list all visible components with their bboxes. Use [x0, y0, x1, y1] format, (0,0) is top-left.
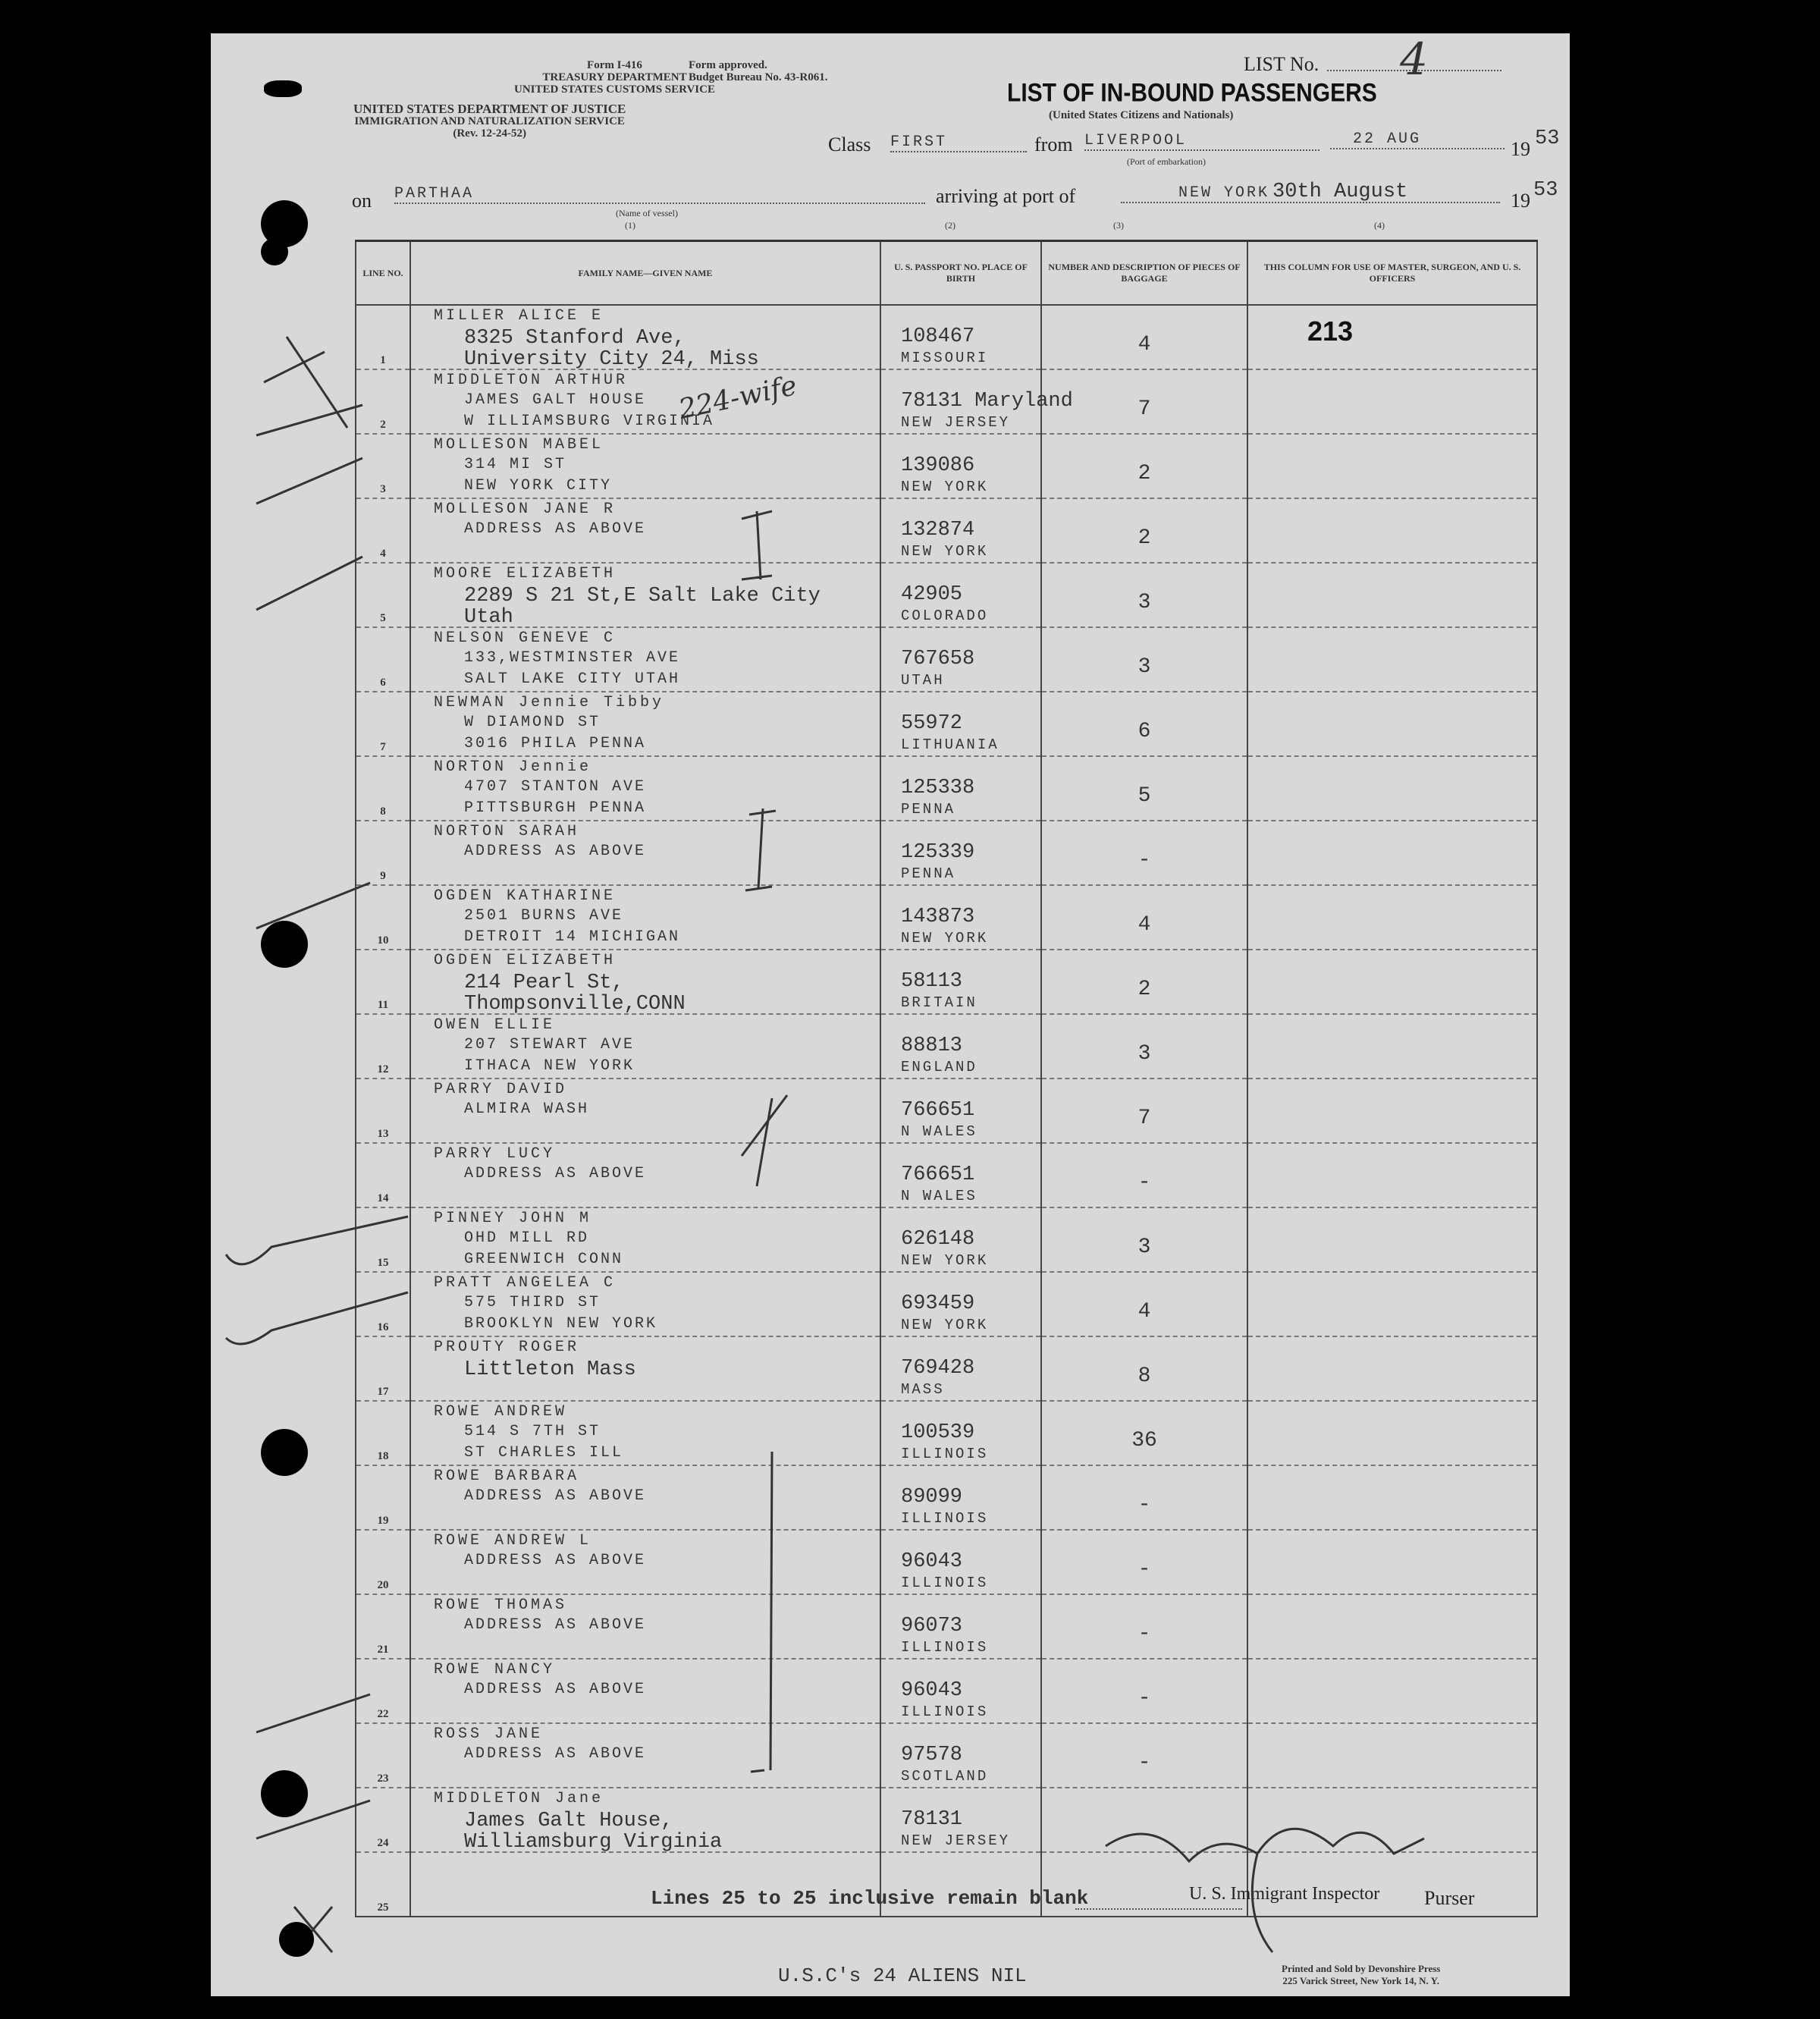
passport-number: 55972	[901, 712, 963, 735]
line-number: 11	[377, 999, 389, 1011]
place-of-birth: ENGLAND	[901, 1059, 977, 1075]
line-number: 7	[380, 741, 386, 753]
passport-number: 100539	[901, 1421, 975, 1444]
check-mark-16	[226, 1292, 408, 1344]
list-number-label: LIST No.	[1244, 53, 1320, 75]
passenger-name: MIDDLETON Jane	[434, 1790, 604, 1807]
inspector-label: U. S. Immigrant Inspector	[1189, 1884, 1380, 1904]
passenger-name: OGDEN KATHARINE	[434, 887, 617, 905]
baggage-count: 5	[1138, 784, 1151, 808]
baggage-count: 3	[1138, 1042, 1151, 1066]
address-line-1: ALMIRA WASH	[464, 1101, 590, 1118]
address-line-1: OHD MILL RD	[464, 1229, 590, 1247]
passport-number: 96073	[901, 1615, 963, 1637]
line-number: 2	[380, 419, 386, 431]
address-line-1: 575 THIRD ST	[464, 1294, 601, 1311]
baggage-count: -	[1138, 1558, 1151, 1581]
address-line-2: W ILLIAMSBURG VIRGINIA	[464, 413, 715, 430]
ins-name: IMMIGRATION AND NATURALIZATION SERVICE	[354, 115, 625, 127]
budget-bureau: Budget Bureau No. 43-R061.	[689, 71, 828, 83]
header-family-name: FAMILY NAME—GIVEN NAME	[410, 241, 880, 306]
passenger-name: MOLLESON MABEL	[434, 436, 604, 454]
handwritten-note: 224-wife	[676, 370, 800, 425]
place-of-birth: NEW JERSEY	[901, 414, 1011, 431]
address-line-1: ADDRESS AS ABOVE	[464, 1487, 647, 1505]
line-number: 23	[377, 1773, 389, 1785]
place-of-birth: BRITAIN	[901, 994, 977, 1011]
passport-number: 78131 Maryland	[901, 390, 1073, 413]
from-value: LIVERPOOL	[1084, 132, 1320, 151]
baggage-count: -	[1138, 1751, 1151, 1775]
place-of-birth: SCOTLAND	[901, 1768, 989, 1785]
place-of-birth: NEW JERSEY	[901, 1832, 1011, 1849]
place-of-birth: MISSOURI	[901, 350, 989, 366]
place-of-birth: ILLINOIS	[901, 1510, 989, 1527]
passenger-name: ROWE BARBARA	[434, 1468, 580, 1485]
check-mark-15	[226, 1217, 408, 1264]
check-marks	[226, 337, 1424, 1952]
passport-number: 766651	[901, 1099, 975, 1122]
vessel-name: PARTHAA	[394, 185, 925, 204]
address-line-1: James Galt House,	[464, 1810, 673, 1832]
baggage-count: -	[1138, 1493, 1151, 1517]
bracket-parry	[742, 1095, 787, 1186]
address-line-1: W DIAMOND ST	[464, 714, 601, 731]
place-of-birth: ILLINOIS	[901, 1703, 989, 1720]
passenger-name: ROWE NANCY	[434, 1661, 556, 1678]
passenger-name: MILLER ALICE E	[434, 307, 604, 325]
passenger-name: PARRY DAVID	[434, 1081, 568, 1098]
punch-hole	[261, 921, 308, 968]
check-mark-1	[264, 337, 347, 428]
address-line-2: Utah	[464, 606, 513, 629]
bracket-norton	[745, 809, 776, 890]
place-of-birth: N WALES	[901, 1123, 977, 1140]
baggage-count: -	[1138, 1622, 1151, 1646]
class-label: Class	[828, 133, 871, 155]
handwritten-marks	[211, 33, 1570, 1996]
passenger-name: NELSON GENEVE C	[434, 630, 617, 647]
place-of-birth: N WALES	[901, 1188, 977, 1204]
passport-number: 58113	[901, 970, 963, 993]
document-title: LIST OF IN-BOUND PASSENGERS	[1007, 78, 1377, 108]
place-of-birth: PENNA	[901, 801, 956, 818]
punch-hole	[261, 1770, 308, 1817]
line-number: 18	[377, 1450, 389, 1462]
departure-year-prefix: 19	[1511, 138, 1530, 160]
line-number: 15	[377, 1257, 389, 1269]
place-of-birth: COLORADO	[901, 608, 989, 624]
printer-line-1: Printed and Sold by Devonshire Press	[1282, 1963, 1441, 1974]
baggage-count: 8	[1138, 1364, 1151, 1388]
address-line-1: 2289 S 21 St,E Salt Lake City	[464, 585, 821, 608]
address-line-1: 214 Pearl St,	[464, 972, 624, 994]
passport-number: 766651	[901, 1163, 975, 1186]
passport-number: 125338	[901, 777, 975, 799]
punch-hole	[261, 238, 288, 265]
place-of-birth: UTAH	[901, 672, 945, 689]
baggage-count: 2	[1138, 526, 1151, 550]
customs-service: UNITED STATES CUSTOMS SERVICE	[514, 83, 715, 96]
column-4-caption: (4)	[1374, 220, 1385, 231]
baggage-count: 3	[1138, 591, 1151, 614]
address-line-1: ADDRESS AS ABOVE	[464, 1745, 647, 1763]
line-number: 16	[377, 1321, 389, 1333]
line-number: 19	[377, 1515, 389, 1527]
address-line-1: 8325 Stanford Ave,	[464, 327, 686, 350]
passenger-name: PRATT ANGELEA C	[434, 1274, 617, 1292]
line-number: 5	[380, 612, 386, 624]
address-line-2: NEW YORK CITY	[464, 477, 613, 495]
passenger-name: PARRY LUCY	[434, 1145, 556, 1163]
signature-scrawl	[1106, 1829, 1424, 1952]
arrival-date: 30th August	[1272, 181, 1408, 203]
baggage-count: -	[1138, 849, 1151, 872]
list-number-value: 4	[1400, 33, 1428, 85]
line-number: 21	[377, 1644, 389, 1656]
passport-number: 96043	[901, 1679, 963, 1702]
address-line-1: Littleton Mass	[464, 1358, 636, 1381]
passenger-name: NORTON SARAH	[434, 823, 580, 840]
baggage-count: 4	[1138, 913, 1151, 937]
baggage-count: 4	[1138, 333, 1151, 356]
check-mark-2	[256, 405, 362, 435]
line-number: 12	[377, 1063, 389, 1075]
passport-number: 108467	[901, 325, 975, 348]
passenger-name: NEWMAN Jennie Tibby	[434, 694, 665, 711]
place-of-birth: ILLINOIS	[901, 1446, 989, 1462]
punch-hole	[279, 1922, 314, 1957]
passenger-name: ROWE ANDREW	[434, 1403, 568, 1421]
place-of-birth: NEW YORK	[901, 543, 989, 560]
place-of-birth: NEW YORK	[901, 1252, 989, 1269]
address-line-2: University City 24, Miss	[464, 348, 759, 371]
form-number: Form I-416	[587, 59, 642, 71]
line-number: 8	[380, 805, 386, 818]
passenger-name: ROSS JANE	[434, 1725, 544, 1743]
bracket-rowe	[751, 1452, 772, 1772]
passenger-name: ROWE THOMAS	[434, 1597, 568, 1614]
baggage-count: 36	[1131, 1429, 1157, 1452]
header-line-no: LINE NO.	[356, 241, 410, 306]
passport-number: 143873	[901, 906, 975, 928]
column-2-caption: (2)	[945, 220, 956, 231]
printer-line-2: 225 Varick Street, New York 14, N. Y.	[1282, 1975, 1440, 1986]
address-line-2: ST CHARLES ILL	[464, 1444, 624, 1462]
place-of-birth: PENNA	[901, 865, 956, 882]
passport-number: 125339	[901, 841, 975, 864]
line-number: 4	[380, 548, 386, 560]
place-of-birth: MASS	[901, 1381, 945, 1398]
baggage-count: 7	[1138, 1107, 1151, 1130]
address-line-2: Thompsonville,CONN	[464, 993, 686, 1016]
departure-year: 53	[1535, 127, 1560, 150]
passport-number: 88813	[901, 1035, 963, 1057]
baggage-count: -	[1138, 1171, 1151, 1195]
document-subtitle: (United States Citizens and Nationals)	[1049, 109, 1234, 121]
address-line-1: ADDRESS AS ABOVE	[464, 520, 647, 538]
column-3-caption: (3)	[1113, 220, 1124, 231]
check-mark-3	[256, 458, 362, 504]
vessel-caption: (Name of vessel)	[616, 208, 678, 218]
baggage-count: 4	[1138, 1300, 1151, 1323]
passport-number: 89099	[901, 1486, 963, 1509]
passport-number: 42905	[901, 583, 963, 606]
passenger-name: NORTON Jennie	[434, 758, 592, 776]
address-line-1: 133,WESTMINSTER AVE	[464, 649, 681, 667]
passenger-name: PINNEY JOHN M	[434, 1210, 592, 1227]
baggage-count: 2	[1138, 978, 1151, 1001]
treasury-department: TREASURY DEPARTMENT	[542, 71, 687, 83]
on-label: on	[352, 190, 372, 212]
purser-label: Purser	[1424, 1887, 1475, 1909]
address-line-2: 3016 PHILA PENNA	[464, 735, 647, 752]
baggage-count: 6	[1138, 720, 1151, 743]
address-line-1: 4707 STANTON AVE	[464, 778, 647, 796]
passenger-name: OWEN ELLIE	[434, 1016, 556, 1034]
arrival-port: NEW YORK	[1178, 184, 1270, 202]
header-baggage: NUMBER AND DESCRIPTION OF PIECES OF BAGGAGE	[1041, 241, 1247, 306]
passport-number: 132874	[901, 519, 975, 542]
passport-number: 97578	[901, 1744, 963, 1766]
baggage-count: 7	[1138, 397, 1151, 421]
passenger-name: MOORE ELIZABETH	[434, 565, 617, 582]
class-value: FIRST	[890, 133, 1027, 152]
address-line-1: ADDRESS AS ABOVE	[464, 843, 647, 860]
manifest-page	[211, 33, 1570, 1996]
address-line-2: BROOKLYN NEW YORK	[464, 1315, 658, 1333]
address-line-1: ADDRESS AS ABOVE	[464, 1681, 647, 1698]
passport-number: 767658	[901, 648, 975, 670]
baggage-count: 3	[1138, 1236, 1151, 1259]
place-of-birth: NEW YORK	[901, 1317, 989, 1333]
bracket-molleson	[742, 511, 772, 579]
address-line-1: ADDRESS AS ABOVE	[464, 1616, 647, 1634]
totals-line: U.S.C's 24 ALIENS NIL	[778, 1964, 1027, 1987]
passenger-name: OGDEN ELIZABETH	[434, 952, 617, 969]
from-label: from	[1034, 133, 1073, 155]
passenger-name: MIDDLETON ARTHUR	[434, 372, 629, 389]
address-line-2: DETROIT 14 MICHIGAN	[464, 928, 681, 946]
address-line-1: 314 MI ST	[464, 456, 567, 473]
passenger-name: PROUTY ROGER	[434, 1339, 580, 1356]
address-line-1: 514 S 7TH ST	[464, 1423, 601, 1440]
place-of-birth: ILLINOIS	[901, 1575, 989, 1591]
arriving-label: arriving at port of	[936, 185, 1076, 207]
header-passport: U. S. PASSPORT NO. PLACE OF BIRTH	[880, 241, 1041, 306]
blank-lines-text: Lines 25 to 25 inclusive remain blank	[651, 1887, 1089, 1910]
check-mark-10	[256, 883, 370, 928]
line-number: 1	[380, 354, 386, 366]
place-of-birth: LITHUANIA	[901, 736, 999, 753]
address-line-1: ADDRESS AS ABOVE	[464, 1165, 647, 1182]
port-embarkation-caption: (Port of embarkation)	[1127, 156, 1206, 167]
address-line-2: Williamsburg Virginia	[464, 1831, 723, 1854]
passport-number: 78131	[901, 1808, 963, 1831]
passport-number: 769428	[901, 1357, 975, 1380]
line-number: 10	[377, 934, 389, 947]
passport-number: 626148	[901, 1228, 975, 1251]
passport-number: 96043	[901, 1550, 963, 1573]
address-line-1: ADDRESS AS ABOVE	[464, 1552, 647, 1569]
officer-mark: 213	[1307, 316, 1354, 347]
line-number: 13	[377, 1128, 389, 1140]
line-number: 3	[380, 483, 386, 495]
address-line-1: JAMES GALT HOUSE	[464, 391, 647, 409]
corner-blot	[264, 80, 302, 97]
line-number: 20	[377, 1579, 389, 1591]
baggage-count: 3	[1138, 655, 1151, 679]
header-officers-use: THIS COLUMN FOR USE OF MASTER, SURGEON, AND U. S. OFFICERS	[1247, 241, 1537, 306]
place-of-birth: NEW YORK	[901, 479, 989, 495]
check-mark-22	[256, 1694, 370, 1732]
address-line-2: PITTSBURGH PENNA	[464, 799, 647, 817]
revision: (Rev. 12-24-52)	[453, 127, 526, 140]
line-number: 14	[377, 1192, 389, 1204]
address-line-2: SALT LAKE CITY UTAH	[464, 670, 681, 688]
check-mark-5	[256, 557, 362, 610]
line-number: 17	[377, 1386, 389, 1398]
passport-number: 693459	[901, 1292, 975, 1315]
baggage-count: -	[1138, 1687, 1151, 1710]
form-approved: Form approved.	[689, 59, 767, 71]
line-number: 9	[380, 870, 386, 882]
place-of-birth: ILLINOIS	[901, 1639, 989, 1656]
line-number: 25	[377, 1901, 389, 1914]
place-of-birth: NEW YORK	[901, 930, 989, 947]
punch-hole	[261, 1429, 308, 1476]
line-number: 22	[377, 1708, 389, 1720]
passenger-name: ROWE ANDREW L	[434, 1532, 592, 1550]
address-line-1: 2501 BURNS AVE	[464, 907, 624, 925]
doj-name: UNITED STATES DEPARTMENT OF JUSTICE	[353, 102, 626, 116]
arrival-year-prefix: 19	[1511, 190, 1530, 212]
address-line-2: ITHACA NEW YORK	[464, 1057, 635, 1075]
line-number: 24	[377, 1837, 389, 1849]
column-1-caption: (1)	[625, 220, 635, 231]
address-line-1: 207 STEWART AVE	[464, 1036, 635, 1053]
passenger-name: MOLLESON JANE R	[434, 501, 617, 518]
arrival-year: 53	[1533, 179, 1558, 202]
departure-date: 22 AUG	[1330, 130, 1505, 149]
address-line-2: GREENWICH CONN	[464, 1251, 624, 1268]
line-number: 6	[380, 677, 386, 689]
baggage-count: 2	[1138, 462, 1151, 485]
passport-number: 139086	[901, 454, 975, 477]
